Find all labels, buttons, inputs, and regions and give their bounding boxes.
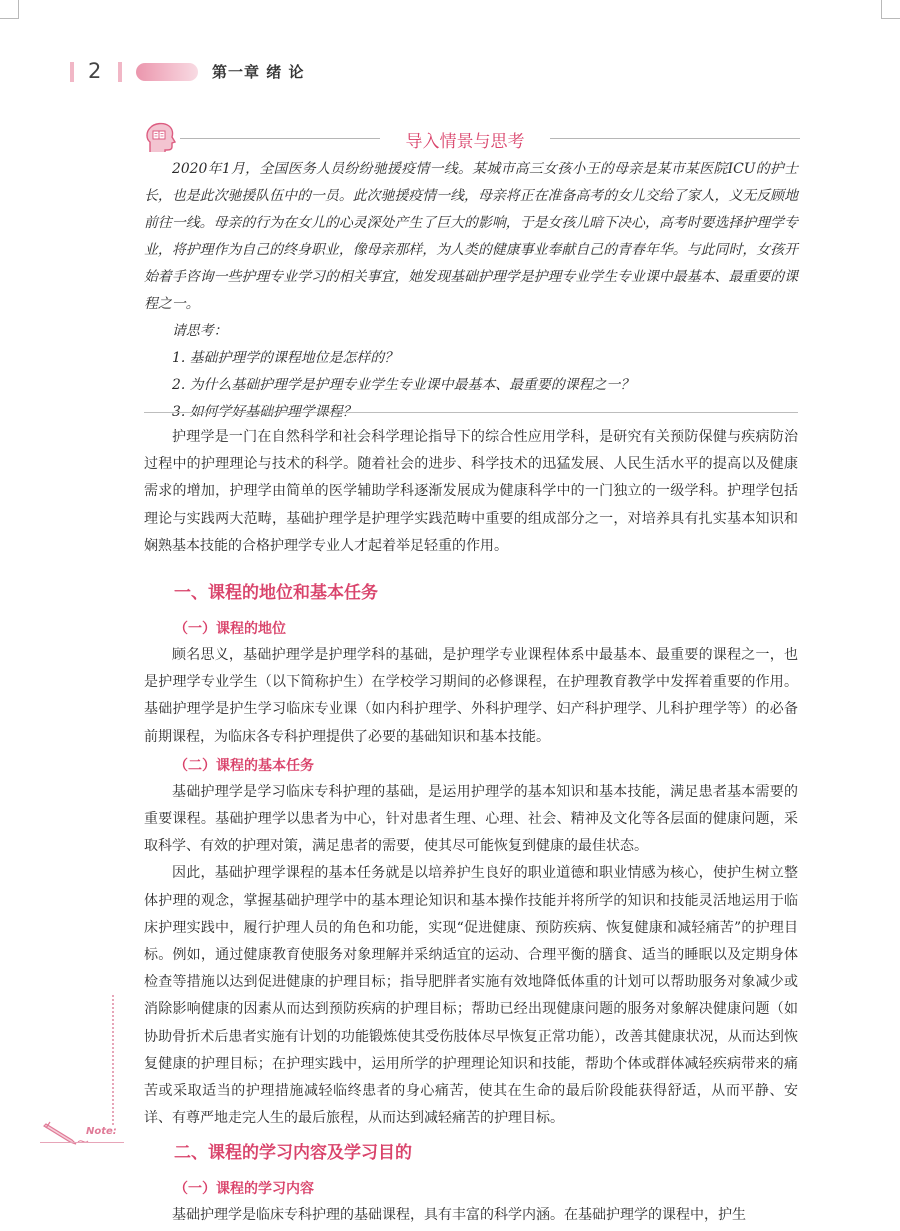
intro-section-header: [140, 122, 800, 156]
opening-paragraph: 护理学是一门在自然科学和社会科学理论指导下的综合性应用学科，是研究有关预防保健与疾病防治过程中的护理理论与技术的科学。随着社会的进步、科学技术的迅猛发展、人民生活水平的提高以及健康需求的增加，护理学由简单的医学辅助学科逐渐发展成为健康科学中的一门独立的一级学科。护理学包括理论与实践两大范畴，基础护理学是护理学实践范畴中重要的组成部分之一，对培养具有扎实基本知识和娴熟基本技能的合格护理学专业人才起着举足轻重的作用。: [144, 429, 798, 554]
intro-rule-right: [550, 138, 800, 139]
section-heading-1: 一、课程的地位和基本任务: [174, 583, 378, 604]
intro-question-2: 2. 为什么基础护理学是护理专业学生专业课中最基本、最重要的课程之一？: [172, 377, 635, 393]
paragraph-basic-tasks-1: 基础护理学是学习临床专科护理的基础，是运用护理学的基本知识和基本技能，满足患者基本需要的重要课程。基础护理学以患者为中心，针对患者生理、心理、社会、精神及文化等各层面的健康问题，采取科学、有效的护理对策，满足患者的需要，使其尽可能恢复到健康的最佳状态。: [144, 783, 798, 855]
note-rule: [40, 1142, 124, 1143]
section-heading-2: 二、课程的学习内容及学习目的: [174, 1143, 412, 1164]
subsection-heading-1-2: （二）课程的基本任务: [174, 757, 314, 774]
header-bar-right: [118, 62, 122, 82]
intro-rule-left: [180, 138, 380, 139]
header-bar-left: [70, 62, 74, 82]
main-content: [144, 424, 798, 1230]
paragraph-basic-tasks-2: 因此，基础护理学课程的基本任务就是以培养护生良好的职业道德和职业情感为核心，使护生树立整体护理的观念，掌握基础护理学中的基本理论知识和基本操作技能并将所学的知识和技能灵活地运用于临床护理实践中，履行护理人员的角色和功能，实现“促进健康、预防疾病、恢复健康和减轻痛苦”的护理目标。例如，通过健康教育使服务对象理解并采纳适宜的运动、合理平衡的膳食、适当的睡眠以及定期身体检查等措施以达到促进健康的护理目标；指导肥胖者实施有效地降低体重的计划可以帮助服务对象减少或消除影响健康的因素从而达到预防疾病的护理目标；帮助已经出现健康问题的服务对象解决健康问题（如协助骨折术后患者实施有计划的功能锻炼使其受伤肢体尽早恢复正常功能），改善其健康状况，从而达到恢复健康的护理目标；在护理实践中，运用所学的护理理论知识和技能，帮助个体或群体减轻疾病带来的痛苦或采取适当的护理措施减轻临终患者的身心痛苦，使其在生命的最后阶段能获得舒适，从而平静、安详、有尊严地走完人生的最后旅程，从而达到减轻痛苦的护理目标。: [144, 865, 798, 1127]
intro-separator: [144, 412, 798, 413]
running-header: [0, 60, 900, 84]
paragraph-learning-content: 基础护理学是临床专科护理的基础课程，具有丰富的科学内涵。在基础护理学的课程中，护生: [172, 1207, 746, 1224]
intro-prompt: 请思考：: [172, 323, 228, 339]
subsection-heading-1-1: （一）课程的地位: [174, 621, 286, 638]
note-label: Note:: [86, 1126, 117, 1137]
intro-question-3: 3. 如何学好基础护理学课程？: [172, 404, 357, 420]
intro-body: [144, 156, 798, 426]
head-book-icon: [144, 122, 178, 154]
intro-question-1: 1. 基础护理学的课程地位是怎样的？: [172, 350, 399, 366]
header-pill-decoration: [136, 63, 198, 81]
intro-title: 导入情景与思考: [405, 132, 525, 152]
paragraph-course-status: 顾名思义，基础护理学是护理学科的基础，是护理学专业课程体系中最基本、最重要的课程之一，也是护理学专业学生（以下简称护生）在学校学习期间的必修课程，在护理教育教学中发挥着重要的作用。基础护理学是护生学习临床专业课（如内科护理学、外科护理学、妇产科护理学、儿科护理学等）的必备前期课程，为临床各专科护理提供了必要的基础知识和基本技能。: [144, 647, 798, 745]
intro-paragraph: 2020年1月，全国医务人员纷纷驰援疫情一线。某城市高三女孩小王的母亲是某市某医院ICU的护士长，也是此次驰援队伍中的一员。此次驰援疫情一线，母亲将正在准备高考的女儿交给了家人，义无反顾地前往一线。母亲的行为在女儿的心灵深处产生了巨大的影响，于是女孩儿暗下决心，高考时要选择护理学专业，将护理作为自己的终身职业，像母亲那样，为人类的健康事业奉献自己的青春年华。与此同时，女孩开始着手咨询一些护理专业学习的相关事宜，她发现基础护理学是护理专业学生专业课中最基本、最重要的课程之一。: [144, 161, 798, 312]
page-number: 2: [88, 59, 102, 83]
crop-mark-top-left: [0, 0, 19, 19]
subsection-heading-2-1: （一）课程的学习内容: [174, 1181, 314, 1198]
crop-mark-top-right: [881, 0, 900, 19]
chapter-title: 第一章 绪 论: [212, 63, 305, 81]
note-margin-dots: [112, 995, 114, 1125]
